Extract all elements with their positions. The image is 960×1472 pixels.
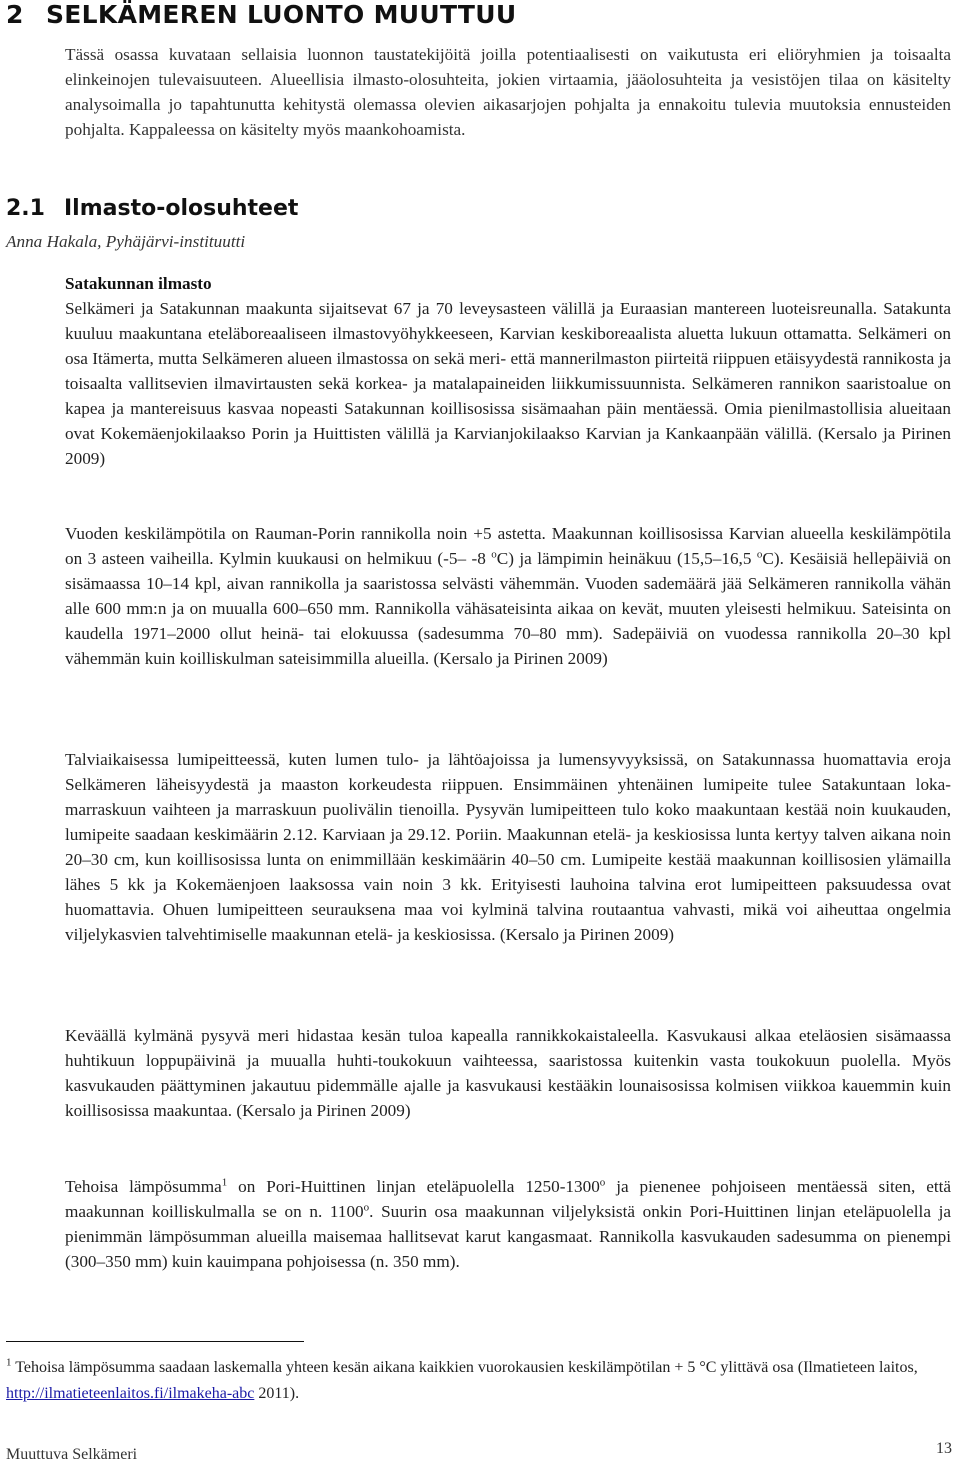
paragraph xyxy=(65,1174,951,1274)
superscript: o xyxy=(756,548,763,561)
subsection-title: Ilmasto-olosuhteet xyxy=(64,196,299,221)
paragraph-text: Tehoisa lämpösumma xyxy=(65,1177,222,1196)
footnote-text: Tehoisa lämpösumma saadaan laskemalla yhteen kesän aikana kaikkien vuorokausien keskilämpötilan + 5 °C ylittävä osa (Ilmatieteen laitos, xyxy=(11,1359,918,1376)
paragraph-text: C). Kesäisiä hellepäiviä on sisämaassa 10–14 kpl, aivan rannikolla ja saaristossa selvästi vähemmän. Vuoden sademäärä jää Selkämeren rannikolla vähän alle 600 mm:n ja on muualla 600–650 mm. Rannikolla vähäsateisinta aikaa on kevät, muuten yleisesti helmikuu. Sateisinta on kaudella 1971–2000 ollut heinä- tai elokuussa (sadesumma 70–80 mm). Sadepäiviä on vuodessa rannikolla 20–30 kpl vähemmän kuin koilliskulman sateisimmilla alueilla. (Kersalo ja Pirinen 2009) xyxy=(65,549,952,668)
page-number: 13 xyxy=(936,1440,952,1457)
paragraph-text: ja pienenee pohjoiseen mentäessä siten, että maakunnan koilliskulmalla se on n. 1100 xyxy=(65,1177,951,1221)
footnote xyxy=(6,1355,951,1407)
superscript: o xyxy=(491,548,497,561)
paragraph: Keväällä kylmänä pysyvä meri hidastaa kesän tuloa kapealla rannikkokaistaleella. Kasvukausi alkaa eteläosien sisämaassa huhtikuun loppupäivinä ja muualla huhti-toukokuun vaihteessa, saaristossa kuitenkin vasta toukokuun puolella. Myös kasvukauden päättyminen jakautuu pidemmälle ajalle ja kasvukausi kestääkin lounaisosissa kolmisen viikkoa kauemmin kuin koillisosissa maakuntaa. (Kersalo ja Pirinen 2009) xyxy=(65,1026,951,1120)
footnote-text: 2011). xyxy=(254,1385,300,1402)
footer-title: Muuttuva Selkämeri xyxy=(6,1446,138,1463)
footnote-reference[interactable]: 1 xyxy=(221,1176,228,1189)
paragraph: Talviaikaisessa lumipeitteessä, kuten lumen tulo- ja lähtöajoissa ja lumensyvyyksissä, on Satakunnassa huomattavia eroja Selkämeren läheisyydestä ja maaston korkeudesta riippuen. Ensimmäinen yhtenäinen lumipeite tulee Satakuntaan loka-marraskuun vaihteen ja marraskuun puolivälin tienoilla. Pysyvän lumipeitteen tulo koko maakuntaan kestää noin kuukauden, lumipeite saadaan keskimäärin 2.12. Karviaan ja 29.12. Poriin. Maakunnan etelä- ja keskiosissa lunta kertyy talven aikana noin 20–30 cm, kun koillisosissa lunta on enimmillään keskimäärin 40–50 cm. Lumipeite kestää maakunnan koillisosien ylämailla lähes 5 kk ja Kokemäenjoen laaksossa vain noin 3 kk. Erityisesti lauhoina talvina erot lumipeitteen paksuudessa ovat huomattavia. Ohuen lumipeitteen seurauksena maa voi kylminä talvina routaantua vahvasti, mikä voi aiheuttaa ongelmia viljelykasvien talvehtimiselle maakunnan etelä- ja keskiosissa. (Kersalo ja Pirinen 2009) xyxy=(65,750,951,944)
footnote-link[interactable]: http://ilmatieteenlaitos.fi/ilmakeha-abc xyxy=(6,1385,255,1402)
paragraph-text: C) ja lämpimin heinäkuu (15,5–16,5 xyxy=(496,549,757,568)
superscript: o xyxy=(363,1201,370,1214)
section-title: SELKÄMEREN LUONTO MUUTTUU xyxy=(46,0,517,29)
footnote-marker: 1 xyxy=(6,1356,12,1369)
author-line: Anna Hakala, Pyhäjärvi-instituutti xyxy=(6,232,246,251)
footnote-divider xyxy=(6,1341,304,1342)
paragraph-text: on Pori-Huittinen linjan eteläpuolella 1250-1300 xyxy=(227,1177,600,1196)
paragraph-text: Vuoden keskilämpötila on Rauman-Porin rannikolla noin +5 astetta. Maakunnan koillisosissa Karvian alueella keskilämpötila on 3 asteen vaiheilla. Kylmin kuukausi on helmikuu (-5– -8 xyxy=(65,524,951,568)
paragraph-text: . Suurin osa maakunnan viljelyksistä onkin Pori-Huittinen linjan eteläpuolella ja pienimmän lämpösumman alueilla maisemaa hallitsevat karut kangasmaat. Rannikolla kasvukauden sadesumma on pienempi (300–350 mm) kuin kauimpana pohjoisessa (n. 350 mm). xyxy=(65,1202,951,1271)
paragraph: Selkämeri ja Satakunnan maakunta sijaitsevat 67 ja 70 leveysasteen välillä ja Euraasian mantereen luoteisreunalla. Satakunta kuuluu maakuntana eteläboreaaliseen ilmastovyöhykkeeseen, Karvian keskiboreaalista aluetta lukuun ottamatta. Selkämeri on osa Itämerta, mutta Selkämeren alueen ilmastossa on sekä meri- että mannerilmaston piirteitä riippuen etäisyydestä rannikosta ja toisaalta vallitsevien ilmavirtausten sekä korkea- ja matalapaineiden liikkumissuunnista. Selkämeren rannikon saaristoalue on kapea ja mantereisuus kasvaa nopeasti Satakunnan koillisosissa sisämaahan päin mentäessä. Omia pienilmastollisia alueitaan ovat Kokemäenjokilaakso Porin ja Huittisten välillä ja Karvianjokilaakso Karvian ja Kankaanpään välillä. (Kersalo ja Pirinen 2009) xyxy=(65,299,951,468)
section-number: 2 xyxy=(6,0,24,29)
superscript: o xyxy=(599,1176,606,1189)
paragraph xyxy=(65,521,951,671)
subsection-heading xyxy=(6,196,298,221)
section-heading xyxy=(6,0,516,29)
section-intro: Tässä osassa kuvataan sellaisia luonnon taustatekijöitä joilla potentiaalisesti on vaikutusta eri eliöryhmien ja toisaalta elinkeinojen tulevaisuuteen. Alueellisia ilmasto-olosuhteita, jokien virtaamia, jääolosuhteita ja vesistöjen tilaa on käsitelty analysoimalla jo tapahtunutta kehitystä olemassa olevien aikasarjojen pohjalta ja ennakoitu tulevia muutoksia ennusteiden pohjalta. Kappaleessa on käsitelty myös maankohoamista. xyxy=(65,45,951,139)
subheading: Satakunnan ilmasto xyxy=(65,274,212,293)
subsection-number: 2.1 xyxy=(6,196,45,221)
